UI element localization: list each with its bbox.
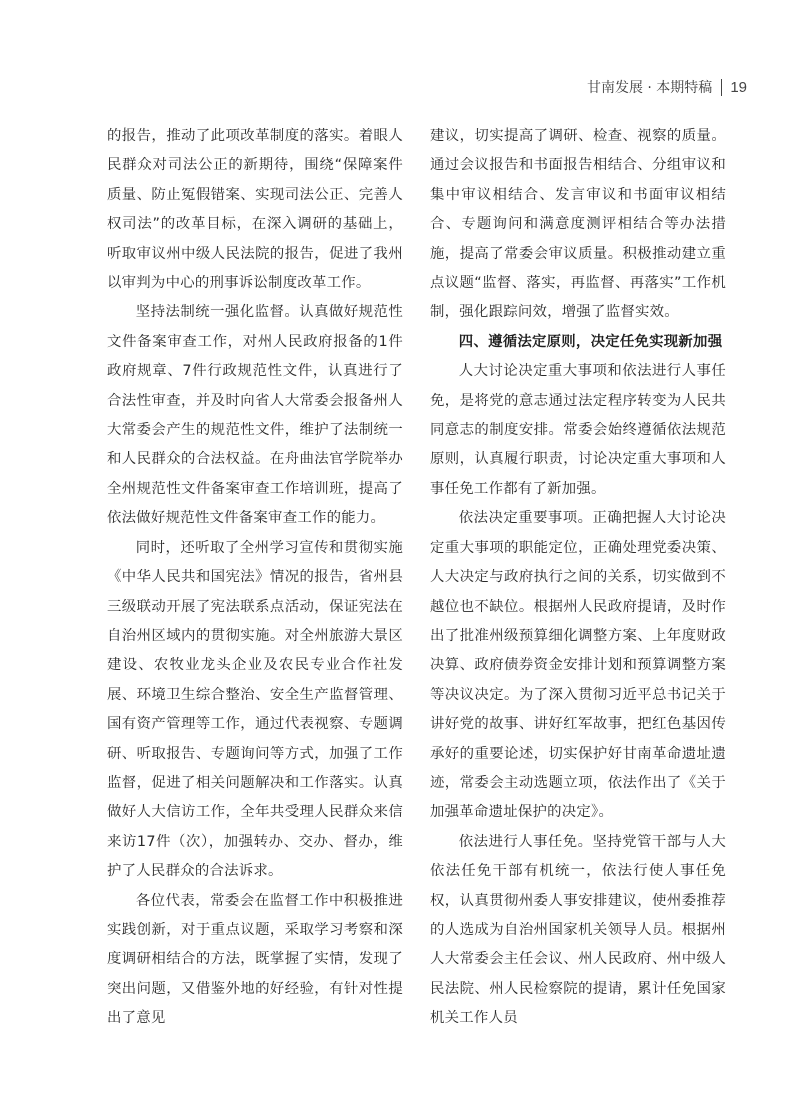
paragraph: 人大讨论决定重大事项和依法进行人事任免，是将党的意志通过法定程序转变为人民共同意志的制度安排。常委会始终遵循依法规范原则，认真履行职责，讨论决定重大事项和人事任免工作都有了新加强。 (430, 363, 726, 497)
left-column (107, 122, 403, 1034)
right-column (430, 122, 726, 1034)
paragraph: 各位代表，常委会在监督工作中积极推进实践创新，对于重点议题，采取学习考察和深度调研相结合的方法，既掌握了实情，发现了突出问题，又借鉴外地的好经验，有针对性提出了意见 (107, 892, 403, 1027)
paragraph: 依法进行人事任免。坚持党管干部与人大依法任免干部有机统一，依法行使人事任免权，认真贯彻州委人事安排建议，使州委推荐的人选成为自治州国家机关领导人员。根据州人大常委会主任会议、州人民政府、州中级人民法院、州人民检察院的提请，累计任免国家机关工作人员 (430, 833, 726, 1027)
page-number: 19 (730, 78, 747, 96)
section-heading: 四、遵循法定原则，决定任免实现新加强 (458, 333, 723, 350)
section-title: 甘南发展 · 本期特稿 (586, 80, 713, 96)
paragraph: 坚持法制统一强化监督。认真做好规范性文件备案审查工作，对州人民政府报备的1件政府规章、7件行政规范性文件，认真进行了合法性审查，并及时向省人大常委会报备州人大常委会产生的规范性文件，维护了法制统一和人民群众的合法权益。在舟曲法官学院举办全州规范性文件备案审查工作培训班，提高了依法做好规范性文件备案审查工作的能力。 (107, 304, 403, 527)
header-divider (721, 79, 722, 96)
running-header (587, 76, 747, 98)
paragraph: 依法决定重要事项。正确把握人大讨论决定重大事项的职能定位，正确处理党委决策、人大决定与政府执行之间的关系，切实做到不越位也不缺位。根据州人民政府提请，及时作出了批准州级预算细化调整方案、上年度财政决算、政府债券资金安排计划和预算调整方案等决议决定。为了深入贯彻习近平总书记关于讲好党的故事、讲好红军故事，把红色基因传承好的重要论述，切实保护好甘南革命遗址遗迹，常委会主动选题立项，依法作出了《关于加强革命遗址保护的决定》。 (430, 510, 726, 821)
paragraph: 的报告，推动了此项改革制度的落实。着眼人民群众对司法公正的新期待，围绕“保障案件质量、防止冤假错案、实现司法公正、完善人权司法”的改革目标，在深入调研的基础上，听取审议州中级人民法院的报告，促进了我州以审判为中心的刑事诉讼制度改革工作。 (107, 128, 403, 292)
paragraph: 建议，切实提高了调研、检查、视察的质量。通过会议报告和书面报告相结合、分组审议和集中审议相结合、发言审议和书面审议相结合、专题询问和满意度测评相结合等办法措施，提高了常委会审议质量。积极推动建立重点议题“监督、落实，再监督、再落实”工作机制，强化跟踪问效，增强了监督实效。 (430, 128, 726, 321)
paragraph: 同时，还听取了全州学习宣传和贯彻实施《中华人民共和国宪法》情况的报告，省州县三级联动开展了宪法联系点活动，保证宪法在自治州区域内的贯彻实施。对全州旅游大景区建设、农牧业龙头企业及农民专业合作社发展、环境卫生综合整治、安全生产监督管理、国有资产管理等工作，通过代表视察、专题调研、听取报告、专题询问等方式，加强了工作监督，促进了相关问题解决和工作落实。认真做好人大信访工作，全年共受理人民群众来信来访17件（次），加强转办、交办、督办，维护了人民群众的合法诉求。 (107, 539, 403, 880)
